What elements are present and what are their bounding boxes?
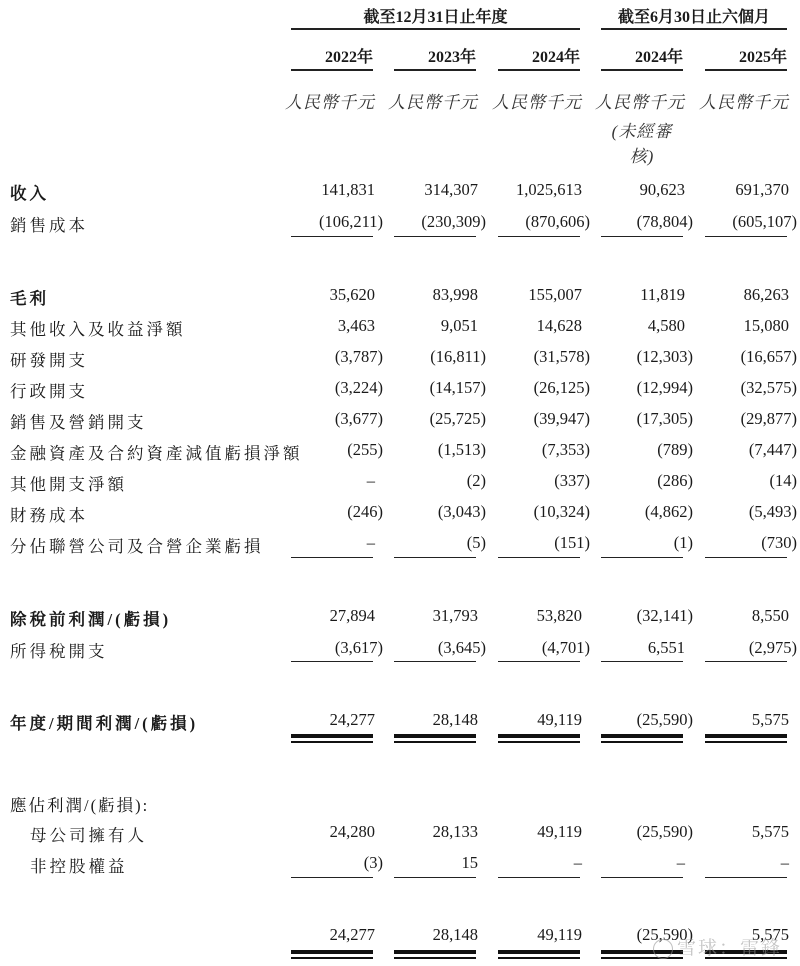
row-label-attributable-to: 應佔利潤/(虧損): [10,796,150,815]
cell: (3,043) [437,502,486,521]
cell: (39,947) [533,409,590,428]
subtotal-rule [705,236,787,237]
row-label-profit-for-period: 年度/期間利潤/(虧損) [10,714,199,733]
cell: 31,793 [432,606,478,625]
cell: (151) [554,533,590,552]
total-double-rule [394,741,476,743]
column-rule [705,69,787,71]
unaudited-note: (未經審核) [611,122,673,166]
subtotal-rule [601,877,683,878]
column-year-2022: 2022年 [324,49,373,66]
cell: (789) [657,440,693,459]
row-label-admin-expenses: 行政開支 [10,382,88,401]
cell: 155,007 [528,285,582,304]
cell: (10,324) [533,502,590,521]
row-label-finance-costs: 財務成本 [10,506,88,525]
cell: 49,119 [537,925,582,944]
cell: (16,811) [430,347,486,366]
total-double-rule [394,734,476,738]
cell: (25,590) [636,925,693,944]
column-unit: 人民幣千元 [388,93,478,112]
cell: 49,119 [537,710,582,729]
cell: (3,224) [334,378,383,397]
subtotal-rule [705,661,787,662]
subtotal-rule [498,236,580,237]
subtotal-rule [601,661,683,662]
cell: 27,894 [329,606,375,625]
row-label-non-controlling-interests: 非控股權益 [30,857,128,876]
cell: (5) [466,533,486,552]
cell: 28,133 [432,822,478,841]
subtotal-rule [394,877,476,878]
cell: (4,862) [644,502,693,521]
cell: (16,657) [740,347,797,366]
row-label-rd-expenses: 研發開支 [10,351,88,370]
row-label-income-tax: 所得稅開支 [10,642,108,661]
column-unit: 人民幣千元 [285,93,375,112]
column-rule [601,69,683,71]
subtotal-rule [394,236,476,237]
total-double-rule [291,734,373,738]
cell: 6,551 [647,638,685,657]
cell: (246) [347,502,383,521]
cell: – [780,853,789,872]
subtotal-rule [291,557,373,558]
cell: (337) [554,471,590,490]
column-rule [291,69,373,71]
column-year-2024-h1: 2024年 [634,49,683,66]
cell: – [573,853,582,872]
total-double-rule [601,741,683,743]
cell: (3,617) [334,638,383,657]
cell: – [676,853,685,872]
cell: (14) [769,471,797,490]
subtotal-rule [498,661,580,662]
cell: (870,606) [525,212,590,231]
cell: (3,645) [437,638,486,657]
total-double-rule [705,734,787,738]
column-unit: 人民幣千元 [595,93,685,112]
cell: 11,819 [640,285,685,304]
cell: 9,051 [440,316,478,335]
watermark [653,933,782,960]
total-double-rule [394,957,476,959]
cell: 3,463 [337,316,375,335]
cell: (286) [657,471,693,490]
cell: (4,701) [541,638,590,657]
cell: 35,620 [329,285,375,304]
subtotal-rule [498,877,580,878]
group-rule-full-year [291,28,580,30]
cell: (31,578) [533,347,590,366]
cell: (106,211) [318,212,383,231]
subtotal-rule [291,877,373,878]
cell: (12,303) [636,347,693,366]
subtotal-rule [705,877,787,878]
cell: 8,550 [751,606,789,625]
cell: (2,975) [748,638,797,657]
total-double-rule [291,950,373,954]
subtotal-rule [601,236,683,237]
cell: – [366,533,375,552]
cell: (605,107) [732,212,797,231]
cell: (17,305) [636,409,693,428]
cell: 141,831 [321,180,375,199]
column-rule [394,69,476,71]
column-year-2023: 2023年 [427,49,476,66]
snowball-logo-icon [653,939,673,959]
row-label-selling-expenses: 銷售及營銷開支 [10,413,147,432]
row-label-profit-before-tax: 除稅前利潤/(虧損) [10,610,172,629]
cell: 90,623 [639,180,685,199]
cell: 86,263 [743,285,789,304]
cell: (3,787) [334,347,383,366]
column-rule [498,69,580,71]
cell: (7,353) [541,440,590,459]
cell: (25,590) [636,710,693,729]
cell: (3) [363,853,383,872]
subtotal-rule [291,236,373,237]
cell: 24,280 [329,822,375,841]
cell: 53,820 [536,606,582,625]
cell: 28,148 [432,925,478,944]
cell: 49,119 [537,822,582,841]
row-label-revenue: 收入 [10,184,49,203]
row-label-owners-of-parent: 母公司擁有人 [30,826,147,845]
group-rule-six-months [601,28,787,30]
cell: (7,447) [748,440,797,459]
subtotal-rule [394,557,476,558]
cell: 15 [461,853,478,872]
cell: (3,677) [334,409,383,428]
cell: (78,804) [636,212,693,231]
total-double-rule [498,950,580,954]
cell: 83,998 [432,285,478,304]
cell: (32,141) [636,606,693,625]
cell: (1) [673,533,693,552]
cell: 28,148 [432,710,478,729]
total-double-rule [291,957,373,959]
cell: 4,580 [647,316,685,335]
total-double-rule [498,957,580,959]
group-header-full-year: 截至12月31日止年度 [363,9,508,26]
cell: (14,157) [429,378,486,397]
cell: 24,277 [329,925,375,944]
row-label-other-income: 其他收入及收益淨額 [10,320,186,339]
total-double-rule [394,950,476,954]
row-label-impairment-losses: 金融資產及合約資產減值虧損淨額 [10,444,303,463]
cell: (25,725) [429,409,486,428]
cell: 14,628 [536,316,582,335]
cell: – [366,471,375,490]
total-double-rule [601,734,683,738]
cell: 691,370 [735,180,789,199]
cell: 5,575 [751,925,789,944]
cell: (29,877) [740,409,797,428]
cell: 24,277 [329,710,375,729]
total-double-rule [705,741,787,743]
subtotal-rule [394,661,476,662]
cell: 1,025,613 [516,180,582,199]
column-unit: 人民幣千元 [699,93,789,112]
group-header-six-months: 截至6月30日止六個月 [617,9,770,26]
cell: 5,575 [751,710,789,729]
subtotal-rule [705,557,787,558]
row-label-other-expenses: 其他開支淨額 [10,475,127,494]
cell: 15,080 [743,316,789,335]
total-double-rule [498,734,580,738]
total-double-rule [498,741,580,743]
row-label-cost-of-sales: 銷售成本 [10,216,88,235]
column-year-2025-h1: 2025年 [738,49,787,66]
cell: (1,513) [437,440,486,459]
subtotal-rule [601,557,683,558]
cell: (230,309) [421,212,486,231]
cell: (5,493) [748,502,797,521]
cell: (25,590) [636,822,693,841]
cell: 5,575 [751,822,789,841]
cell: (2) [466,471,486,490]
subtotal-rule [498,557,580,558]
total-double-rule [291,741,373,743]
cell: (26,125) [533,378,590,397]
cell: 314,307 [424,180,478,199]
row-label-share-of-losses: 分佔聯營公司及合營企業虧損 [10,537,264,556]
subtotal-rule [291,661,373,662]
cell: (730) [761,533,797,552]
cell: (255) [347,440,383,459]
column-year-2024: 2024年 [531,49,580,66]
cell: (32,575) [740,378,797,397]
row-label-gross-profit: 毛利 [10,289,49,308]
cell: (12,994) [636,378,693,397]
watermark-text: 雪球：雷鋒 [676,937,782,959]
column-unit: 人民幣千元 [492,93,582,112]
